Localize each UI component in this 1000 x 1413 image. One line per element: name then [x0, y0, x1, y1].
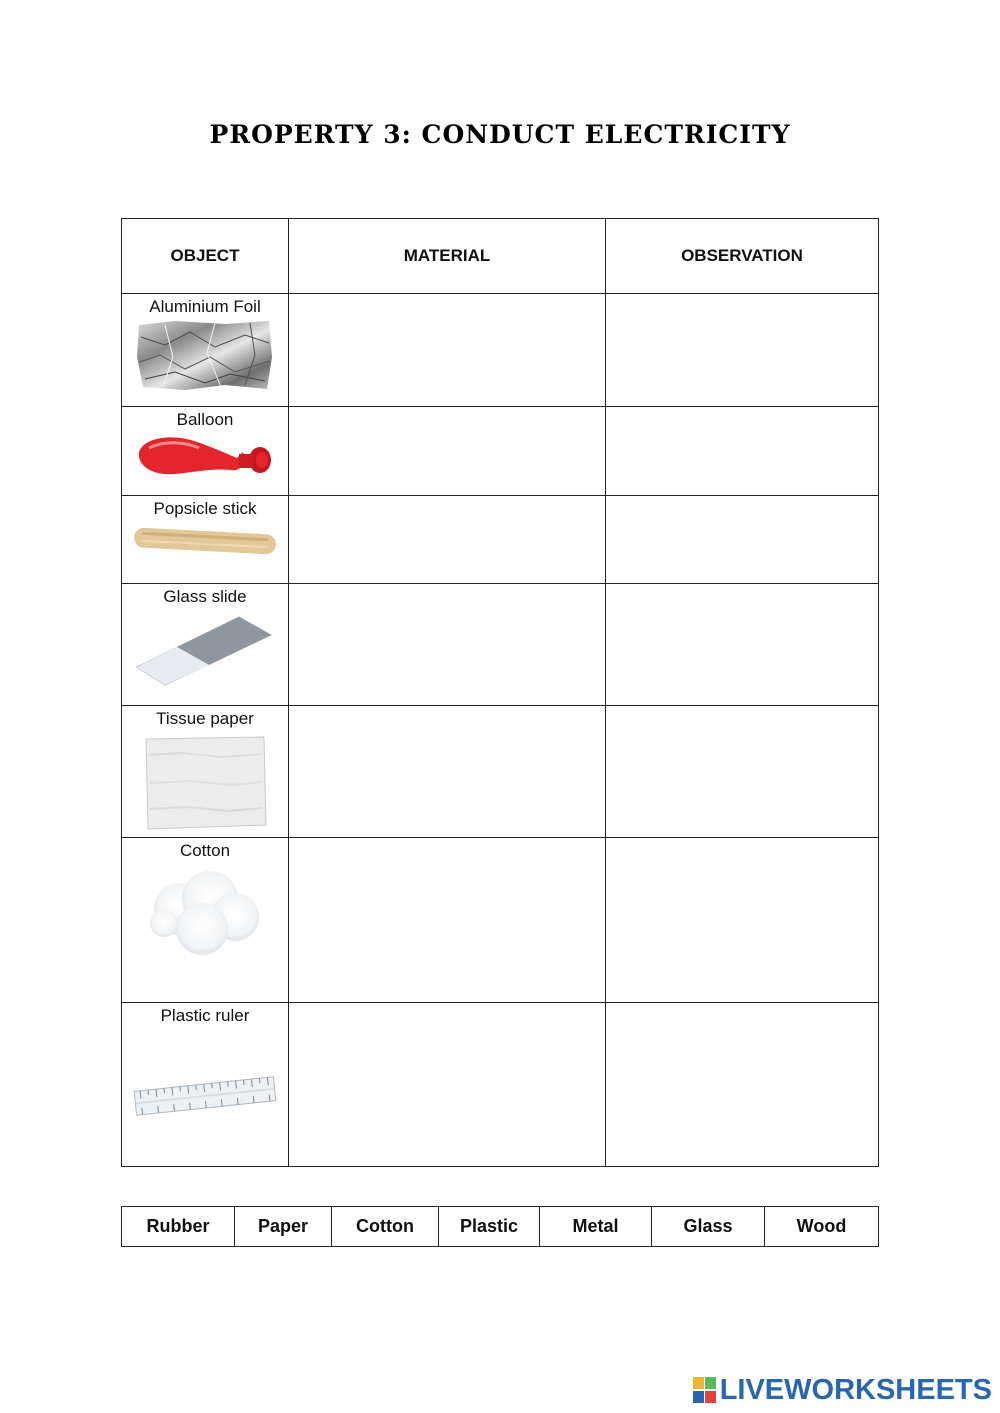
header-object: OBJECT [122, 219, 289, 294]
observation-cell[interactable] [606, 294, 879, 407]
word-paper[interactable]: Paper [235, 1207, 332, 1247]
word-plastic[interactable]: Plastic [439, 1207, 540, 1247]
object-label: Aluminium Foil [149, 297, 261, 316]
liveworksheets-logo [692, 1373, 992, 1407]
object-cell-balloon [122, 407, 289, 496]
glass-slide-image [135, 607, 275, 687]
header-observation: OBSERVATION [606, 219, 879, 294]
cotton-image [140, 867, 270, 961]
word-bank [121, 1206, 879, 1247]
material-cell[interactable] [289, 407, 606, 496]
object-label: Cotton [179, 841, 231, 860]
table-header-row [122, 219, 879, 294]
object-cell-ruler [122, 1003, 289, 1167]
material-cell[interactable] [289, 838, 606, 1003]
observation-cell[interactable] [606, 1003, 879, 1167]
balloon-image [135, 430, 275, 480]
table-row [122, 1003, 879, 1167]
table-row [122, 584, 879, 706]
observation-cell[interactable] [606, 496, 879, 584]
aluminium-foil-image [135, 317, 275, 393]
observation-cell[interactable] [606, 838, 879, 1003]
object-cell-popsicle [122, 496, 289, 584]
brand-text: LIVEWORKSHEETS [719, 1373, 992, 1406]
table-row [122, 838, 879, 1003]
table-row [122, 294, 879, 407]
word-wood[interactable]: Wood [765, 1207, 879, 1247]
object-label: Balloon [176, 410, 234, 429]
word-cotton[interactable]: Cotton [332, 1207, 439, 1247]
object-cell-glass [122, 584, 289, 706]
word-rubber[interactable]: Rubber [122, 1207, 235, 1247]
object-label: Popsicle stick [153, 499, 257, 518]
property-table [121, 218, 879, 1167]
word-glass[interactable]: Glass [652, 1207, 765, 1247]
object-cell-foil [122, 294, 289, 407]
liveworksheets-icon [692, 1375, 718, 1405]
material-cell[interactable] [289, 706, 606, 838]
observation-cell[interactable] [606, 407, 879, 496]
material-cell[interactable] [289, 1003, 606, 1167]
tissue-paper-image [142, 735, 268, 831]
material-cell[interactable] [289, 496, 606, 584]
observation-cell[interactable] [606, 706, 879, 838]
worksheet-title: PROPERTY 3: CONDUCT ELECTRICITY [209, 120, 791, 149]
material-cell[interactable] [289, 584, 606, 706]
plastic-ruler-image [131, 1066, 279, 1126]
table-row [122, 407, 879, 496]
object-label: Glass slide [163, 587, 247, 606]
material-cell[interactable] [289, 294, 606, 407]
table-row [122, 706, 879, 838]
observation-cell[interactable] [606, 584, 879, 706]
popsicle-stick-image [132, 519, 278, 563]
table-row [122, 496, 879, 584]
object-cell-tissue [122, 706, 289, 838]
header-material: MATERIAL [289, 219, 606, 294]
object-label: Plastic ruler [160, 1006, 250, 1025]
object-cell-cotton [122, 838, 289, 1003]
word-bank-row [122, 1207, 879, 1247]
word-metal[interactable]: Metal [540, 1207, 652, 1247]
object-label: Tissue paper [156, 709, 254, 728]
